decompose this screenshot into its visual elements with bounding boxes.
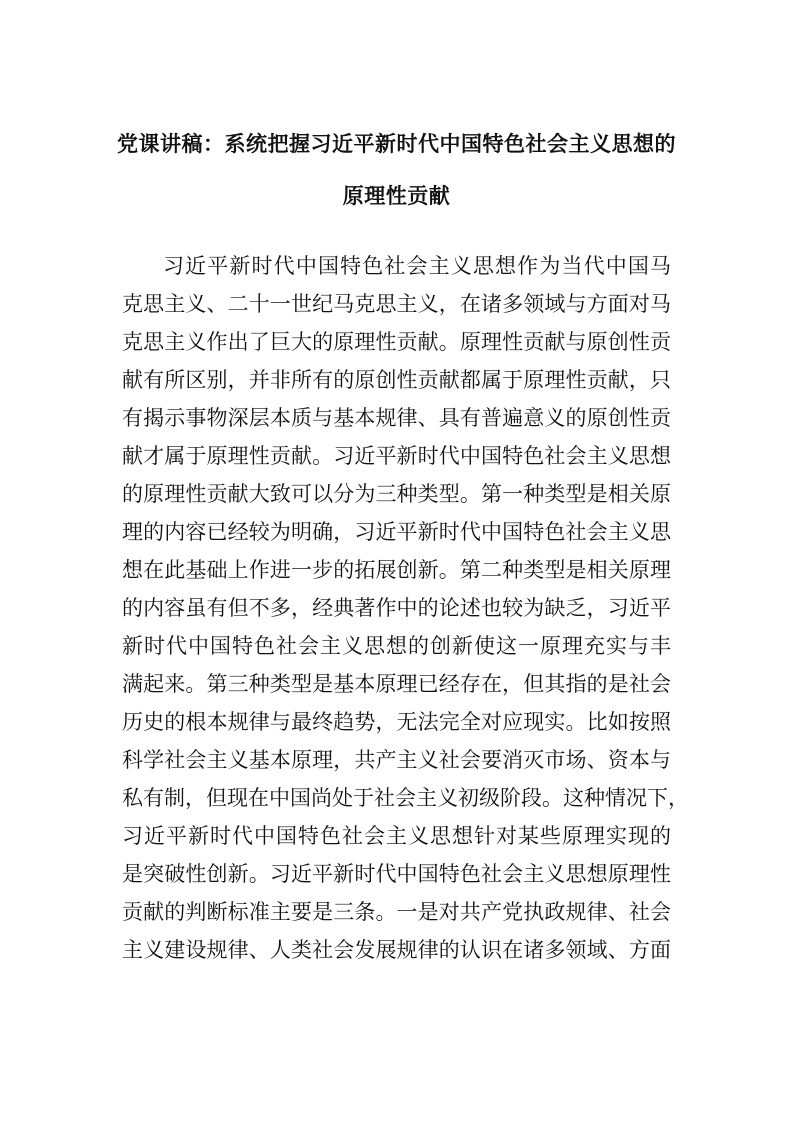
paragraph-line: 习近平新时代中国特色社会主义思想作为当代中国马 [163,254,671,278]
paragraph-line: 历史的根本规律与最终趋势，无法完全对应现实。比如按照 [122,710,671,734]
paragraph-line: 献有所区别，并非所有的原创性贡献都属于原理性贡献，只 [122,368,671,392]
paragraph-line: 主义建设规律、人类社会发展规律的认识在诸多领域、方面 [122,938,671,962]
paragraph-line: 新时代中国特色社会主义思想的创新使这一原理充实与丰 [122,634,671,658]
paragraph-line: 献才属于原理性贡献。习近平新时代中国特色社会主义思想 [122,444,671,468]
paragraph-line: 的内容虽有但不多，经典著作中的论述也较为缺乏，习近平 [122,596,671,620]
paragraph-line: 的原理性贡献大致可以分为三种类型。第一种类型是相关原 [122,482,671,506]
paragraph-line: 理的内容已经较为明确，习近平新时代中国特色社会主义思 [122,520,671,544]
document-title-line-1: 党课讲稿：系统把握习近平新时代中国特色社会主义思想的 [117,131,676,156]
paragraph-line: 克思主义作出了巨大的原理性贡献。原理性贡献与原创性贡 [122,330,671,354]
paragraph-line: 贡献的判断标准主要是三条。一是对共产党执政规律、社会 [122,900,671,924]
paragraph-line: 有揭示事物深层本质与基本规律、具有普遍意义的原创性贡 [122,406,671,430]
paragraph-line: 克思主义、二十一世纪马克思主义，在诸多领域与方面对马 [122,292,671,316]
document-title-line-2: 原理性贡献 [342,183,451,208]
paragraph-line: 习近平新时代中国特色社会主义思想针对某些原理实现的 [122,824,671,848]
paragraph-line: 科学社会主义基本原理，共产主义社会要消灭市场、资本与 [122,748,671,772]
paragraph-line: 是突破性创新。习近平新时代中国特色社会主义思想原理性 [122,862,671,886]
paragraph-line: 私有制，但现在中国尚处于社会主义初级阶段。这种情况下， [122,786,689,810]
paragraph-line: 满起来。第三种类型是基本原理已经存在，但其指的是社会 [122,672,671,696]
paragraph-line: 想在此基础上作进一步的拓展创新。第二种类型是相关原理 [122,558,671,582]
